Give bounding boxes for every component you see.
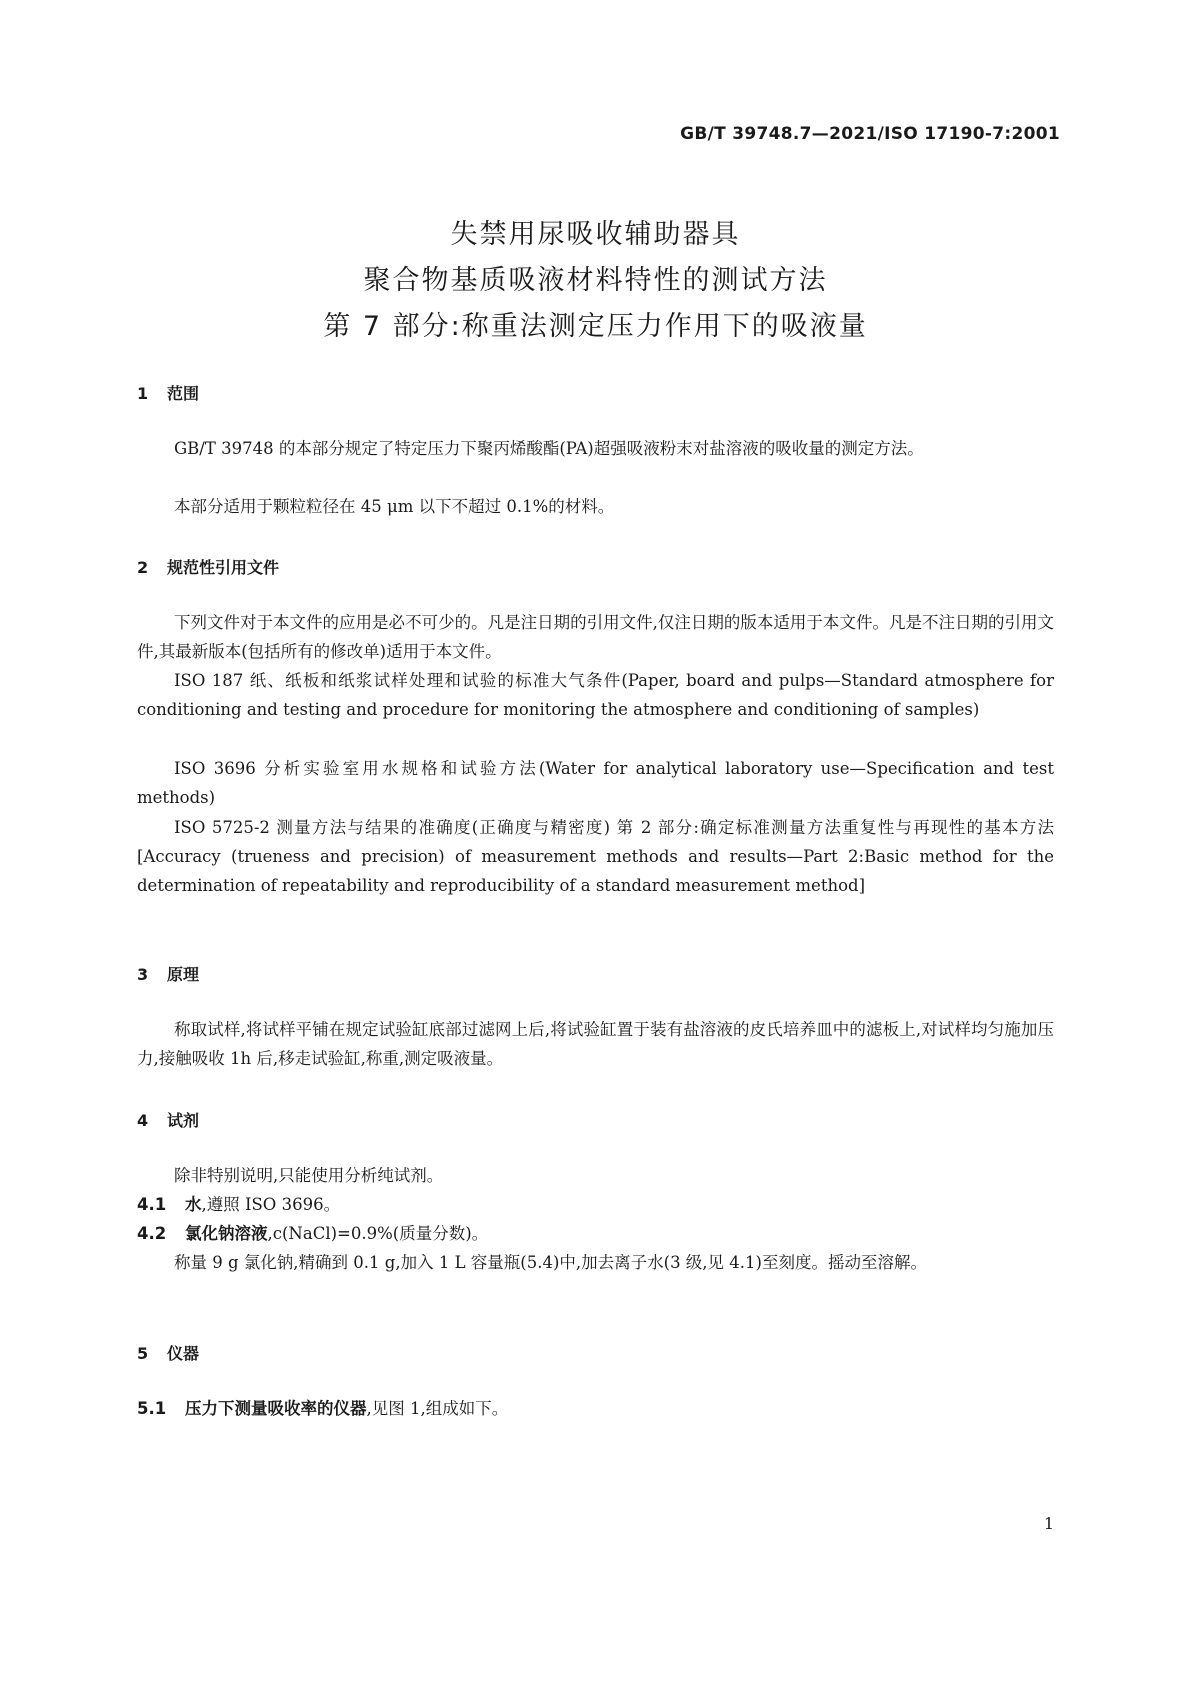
section-number: 4 bbox=[137, 1111, 149, 1130]
section-3-heading bbox=[137, 962, 199, 985]
paragraph: 下列文件对于本文件的应用是必不可少的。凡是注日期的引用文件,仅注日期的版本适用于本文件。凡是不注日期的引用文件,其最新版本(包括所有的修改单)适用于本文件。 bbox=[137, 613, 1054, 661]
section-title: 试剂 bbox=[167, 1111, 200, 1130]
section-title: 原理 bbox=[167, 965, 200, 984]
clause-5-1 bbox=[137, 1394, 508, 1423]
clause-number: 4.2 bbox=[137, 1224, 167, 1243]
paragraph: 称量 9 g 氯化钠,精确到 0.1 g,加入 1 L 容量瓶(5.4)中,加去离子水(3 级,见 4.1)至刻度。摇动至溶解。 bbox=[174, 1253, 927, 1272]
clause-number: 4.1 bbox=[137, 1195, 167, 1214]
page-number: 1 bbox=[1043, 1514, 1054, 1533]
paragraph: 除非特别说明,只能使用分析纯试剂。 bbox=[174, 1166, 444, 1185]
clause-4-1 bbox=[137, 1190, 340, 1219]
title-line-3: 第 7 部分:称重法测定压力作用下的吸液量 bbox=[323, 311, 868, 342]
reference-iso-3696: ISO 3696 分析实验室用水规格和试验方法(Water for analytical laboratory use—Specification and test methods) bbox=[137, 759, 1054, 807]
paragraph: 称取试样,将试样平铺在规定试验缸底部过滤网上后,将试验缸置于装有盐溶液的皮氏培养皿中的滤板上,对试样均匀施加压力,接触吸收 1h 后,移走试验缸,称重,测定吸液量。 bbox=[137, 1020, 1054, 1068]
clause-term: 压力下测量吸收率的仪器 bbox=[185, 1399, 367, 1418]
section-number: 3 bbox=[137, 965, 149, 984]
standard-code: GB/T 39748.7—2021/ISO 17190-7:2001 bbox=[680, 124, 1060, 144]
clause-4-2 bbox=[137, 1219, 488, 1248]
paragraph: GB/T 39748 的本部分规定了特定压力下聚丙烯酸酯(PA)超强吸液粉末对盐溶液的吸收量的测定方法。 bbox=[174, 439, 924, 458]
reference-iso-187: ISO 187 纸、纸板和纸浆试样处理和试验的标准大气条件(Paper, board and pulps—Standard atmosphere for conditioning and testing and procedure for monitoring the atmosphere and conditioning of samples) bbox=[137, 671, 1054, 719]
clause-text: ,c(NaCl)=0.9%(质量分数)。 bbox=[267, 1224, 489, 1243]
section-2-heading bbox=[137, 555, 279, 578]
section-4-heading bbox=[137, 1108, 199, 1131]
section-number: 1 bbox=[137, 384, 149, 403]
clause-text: ,遵照 ISO 3696。 bbox=[201, 1195, 341, 1214]
section-title: 仪器 bbox=[167, 1344, 200, 1363]
clause-text: ,见图 1,组成如下。 bbox=[366, 1399, 509, 1418]
title-line-1: 失禁用尿吸收辅助器具 bbox=[450, 219, 741, 250]
reference-iso-5725-2: ISO 5725-2 测量方法与结果的准确度(正确度与精密度) 第 2 部分:确定标准测量方法重复性与再现性的基本方法[Accuracy (trueness and precision) of measurement methods and results—Part 2:Basic method for the determination of repeatability and reproducibility of a standard measurement method] bbox=[137, 818, 1054, 895]
clause-term: 水 bbox=[185, 1195, 202, 1214]
title-line-2: 聚合物基质吸液材料特性的测试方法 bbox=[363, 265, 828, 296]
section-title: 范围 bbox=[167, 384, 200, 403]
clause-number: 5.1 bbox=[137, 1399, 167, 1418]
section-title: 规范性引用文件 bbox=[167, 558, 280, 577]
section-5-heading bbox=[137, 1341, 199, 1364]
clause-term: 氯化钠溶液 bbox=[185, 1224, 268, 1243]
section-number: 5 bbox=[137, 1344, 149, 1363]
paragraph: 本部分适用于颗粒粒径在 45 μm 以下不超过 0.1%的材料。 bbox=[174, 497, 615, 516]
section-1-heading bbox=[137, 381, 199, 404]
section-number: 2 bbox=[137, 558, 149, 577]
